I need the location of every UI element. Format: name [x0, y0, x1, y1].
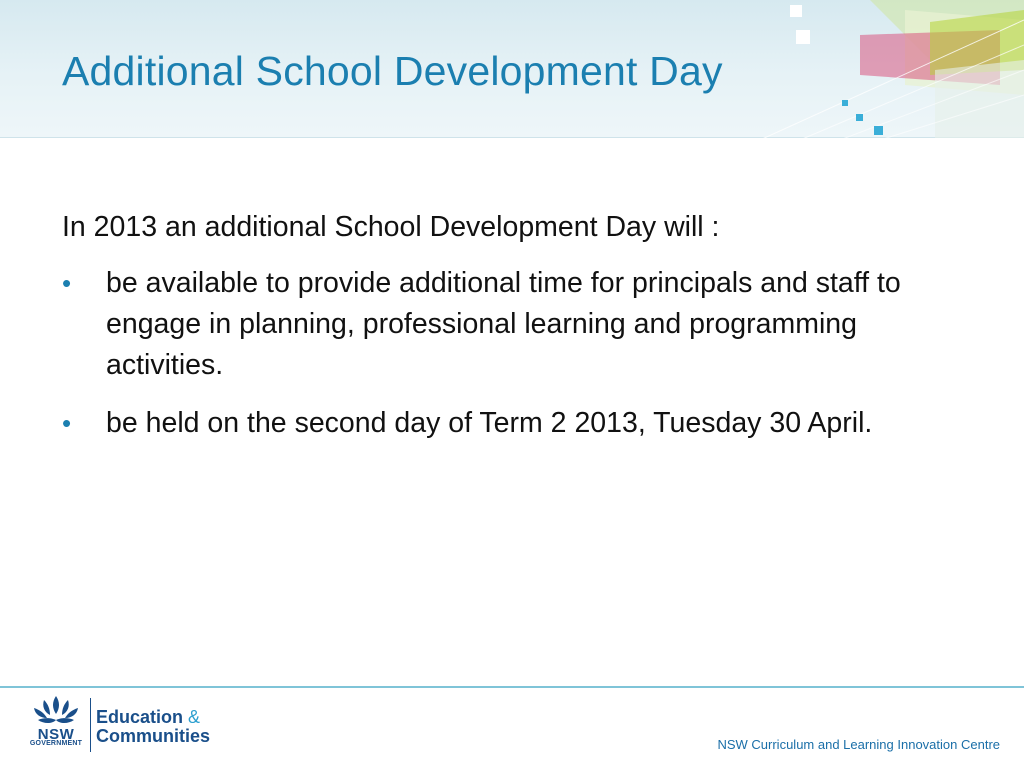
footer-divider [0, 686, 1024, 688]
nsw-education-logo [22, 694, 232, 756]
logo-nsw-text: NSW [37, 726, 75, 743]
bullet-text: be available to provide additional time for principals and staff to engage in planning, professional learning and programming activities. [106, 267, 901, 381]
slide-body [62, 207, 962, 461]
intro-text: In 2013 an additional School Development Day will : [62, 211, 720, 243]
logo-line-education: Education [96, 707, 184, 727]
bullet-list [62, 263, 962, 444]
bullet-item [62, 263, 962, 386]
logo-wordmark [96, 708, 210, 746]
logo-divider [90, 698, 91, 752]
bullet-icon: • [62, 408, 72, 438]
footer-note: NSW Curriculum and Learning Innovation Centre [717, 737, 1000, 752]
bullet-text: be held on the second day of Term 2 2013, Tuesday 30 April. [106, 407, 873, 439]
slide-title: Additional School Development Day [62, 48, 723, 94]
bullet-item [62, 403, 962, 444]
logo-ampersand: & [188, 707, 201, 727]
logo-government-text: GOVERNMENT [29, 740, 83, 747]
logo-line-communities: Communities [96, 726, 211, 746]
bullet-icon: • [62, 268, 72, 298]
